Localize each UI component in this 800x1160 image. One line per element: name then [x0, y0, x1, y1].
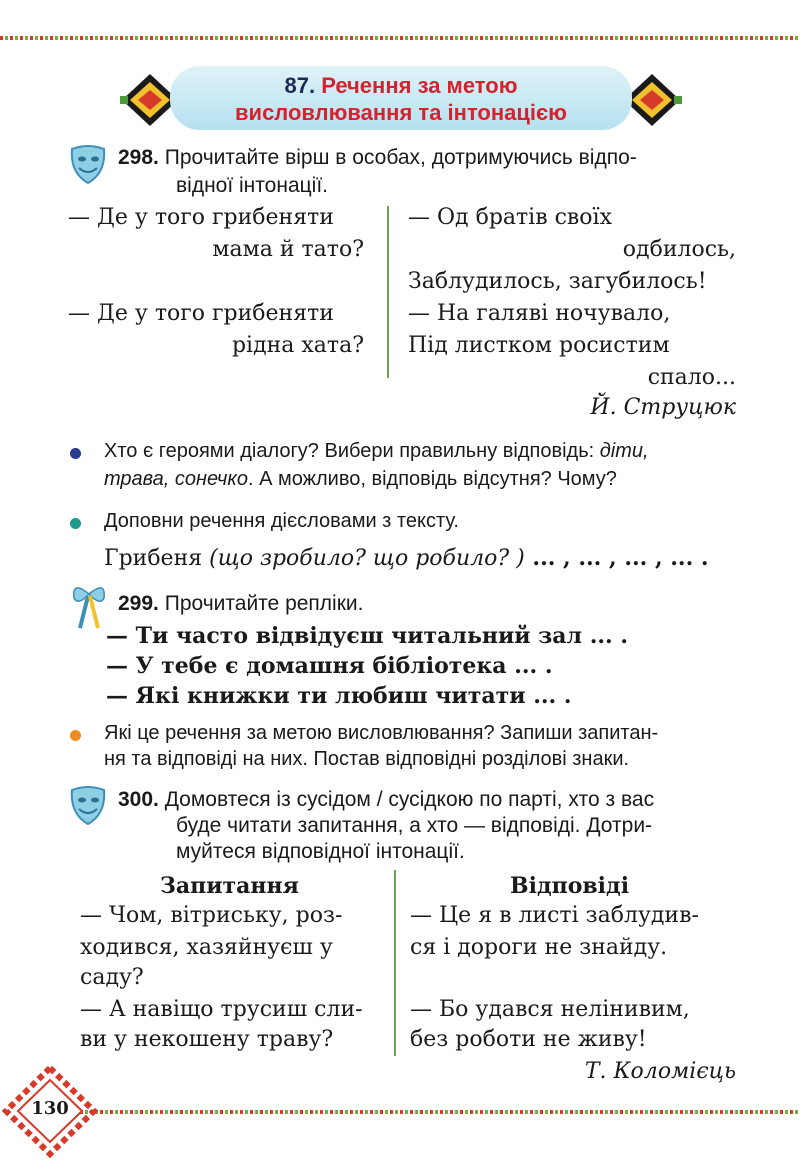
col-head-answers: Відповіді: [510, 873, 630, 899]
bottom-border: [80, 1110, 800, 1114]
ex300-line1: 300. Домовтеся із сусідом / сусідкою по парті, хто з вас: [118, 788, 655, 811]
poem-right-1: — Од братів своїх: [408, 205, 612, 230]
table-divider: [394, 870, 396, 1056]
ex299-number: 299.: [118, 592, 159, 615]
ex298-instruction: [118, 144, 738, 172]
ex299-line3: — Які книжки ти любиш читати ... .: [106, 683, 572, 709]
ex300-author: Т. Коломієць: [584, 1059, 736, 1084]
lesson-number: 87.: [284, 73, 316, 98]
poem-left-1: — Де у того грибеняти: [68, 205, 334, 230]
answer-line3: — Бо удався нелінивим,: [410, 997, 690, 1022]
poem-right-3: Заблудилось, загубилось!: [408, 269, 707, 294]
ex298-author: Й. Струцюк: [590, 395, 736, 420]
poem-right-4: — На галяві ночувало,: [408, 301, 671, 326]
question-line1: — Чом, вітриську, роз-: [80, 903, 343, 928]
theatre-mask-icon-2: [66, 784, 110, 828]
question-line3: саду?: [80, 965, 144, 990]
bullet3-line1: Які це речення за метою висловлювання? Запиши запитан-: [104, 722, 659, 744]
lesson-title: [170, 66, 632, 130]
ex298-line2: відної інтонації.: [176, 174, 328, 197]
theatre-mask-icon: [66, 143, 110, 187]
question-line5: ви у некошену траву?: [80, 1027, 334, 1052]
ex299-line1: — Ти часто відвідуєш читальний зал ... .: [106, 623, 629, 649]
title-line1: Речення за метою: [321, 73, 518, 98]
ex300-line3: муйтеся відповідної інтонації.: [176, 840, 465, 863]
poem-right-2: одбилось,: [622, 237, 736, 262]
poem-divider: [387, 206, 389, 378]
answer-line4: без роботи не живу!: [410, 1027, 647, 1052]
bullet2-line2: Грибеня (що зробило? що робило? ) ... , ... , ... , ... .: [104, 545, 709, 571]
bullet1-line2: трава, сонечко. А можливо, відповідь відсутня? Чому?: [104, 468, 617, 490]
poem-left-2: мама й тато?: [212, 237, 364, 262]
ex298-line1: Прочитайте вірш в особах, дотримуючись відпо-: [164, 146, 637, 169]
poem-left-4: рідна хата?: [231, 333, 364, 358]
ex299-instruction: 299. Прочитайте репліки.: [118, 592, 364, 615]
ex298-number: 298.: [118, 146, 159, 169]
poem-right-5: Під листком росистим: [408, 333, 670, 358]
bullet-blue-icon: [70, 448, 81, 459]
title-line2: висловлювання та інтонацією: [235, 100, 567, 125]
col-head-questions: Запитання: [160, 873, 299, 899]
answer-line1: — Це я в листі заблудив-: [410, 903, 699, 928]
bullet3-line2: ня та відповіді на них. Постав відповідні розділові знаки.: [104, 748, 630, 770]
ex300-line2: буде читати запитання, а хто — відповіді. Дотри-: [176, 814, 653, 837]
question-line2: ходився, хазяйнуєш у: [80, 935, 333, 960]
bullet-orange-icon: [70, 730, 81, 741]
bullet1-line1: Хто є героями діалогу? Вибери правильну відповідь: діти,: [104, 440, 649, 462]
ex300-number: 300.: [118, 788, 159, 811]
answer-line2: ся і дороги не знайду.: [410, 935, 668, 960]
question-line4: — А навіщо трусиш сли-: [80, 997, 363, 1022]
page-number: 130: [31, 1098, 69, 1119]
top-border: [0, 36, 800, 40]
ex299-line2: — У тебе є домашня бібліотека ... .: [106, 653, 553, 679]
bullet-teal-icon: [70, 518, 81, 529]
poem-left-3: — Де у того грибеняти: [68, 301, 334, 326]
bullet2-line1: Доповни речення дієсловами з тексту.: [104, 510, 459, 532]
poem-right-6: спало...: [647, 365, 736, 390]
